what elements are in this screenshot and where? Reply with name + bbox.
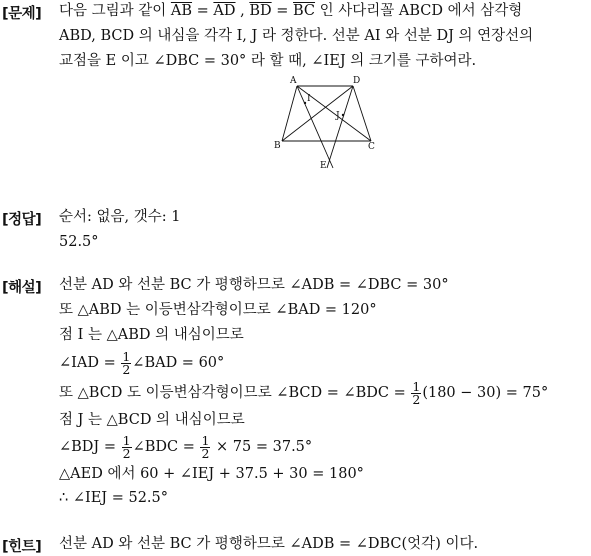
trapezoid-figure	[270, 72, 390, 177]
solution-line-1: 선분 AD 와 선분 BC 가 평행하므로 ∠ADB = ∠DBC = 30°	[59, 277, 449, 293]
fraction: $\frac{1}{2}$	[412, 378, 421, 407]
point-j	[342, 114, 344, 116]
problem-line-2: ABD, BCD 의 내심을 각각 I, J 라 정한다. 선분 AI 와 선분 DJ 의 연장선의	[59, 28, 534, 44]
solution-line-8: △AED 에서 60 + ∠IEJ + 37.5 + 30 = 180°	[59, 466, 364, 482]
answer-value: 52.5°	[59, 234, 99, 250]
segment-de	[327, 86, 353, 168]
solution-line-6: 점 J 는 △BCD 의 내심이므로	[59, 412, 245, 428]
answer-tag: [정답]	[2, 212, 42, 228]
segment-ae	[297, 86, 333, 168]
label-e: E	[320, 161, 327, 171]
answer-line-1: 순서: 없음, 갯수: 1	[59, 209, 181, 225]
label-c: C	[368, 142, 375, 152]
problem-tag: [문제]	[2, 6, 42, 22]
label-b: B	[274, 141, 281, 151]
solution-tag: [해설]	[2, 280, 42, 296]
point-i	[304, 102, 306, 104]
label-d: D	[353, 76, 361, 86]
solution-line-2: 또 △ABD 는 이등변삼각형이므로 ∠BAD = 120°	[59, 302, 377, 318]
solution-line-9: ∴ ∠IEJ = 52.5°	[59, 490, 169, 506]
segment-ab	[282, 86, 297, 141]
problem-line-1: 다음 그림과 같이 $\overline{AB} = \overline{AD}$ , $\overline{BD} = \overline{BC}$ 인 사다리꼴 ABCD 에서 삼각형	[59, 3, 523, 19]
hint-line-1: 선분 AD 와 선분 BC 가 평행하므로 ∠ADB = ∠DBC(엇각) 이다.	[59, 536, 479, 552]
segment-dc	[353, 86, 371, 141]
fraction: $\frac{1}{2}$	[201, 432, 210, 461]
solution-line-3: 점 I 는 △ABD 의 내심이므로	[59, 327, 244, 343]
solution-line-5: 또 △BCD 도 이등변삼각형이므로 ∠BCD = ∠BDC = $\frac{1}{2}$ (180 − 30) = 75°	[59, 378, 549, 407]
fraction: $\frac{1}{2}$	[122, 432, 131, 461]
fraction: $\frac{1}{2}$	[122, 348, 131, 377]
solution-line-7: ∠BDJ = $\frac{1}{2}$ ∠BDC = $\frac{1}{2}$ × 75 = 37.5°	[59, 432, 313, 461]
label-j: J	[336, 111, 340, 121]
hint-tag: [힌트]	[2, 539, 42, 555]
problem-line-3: 교점을 E 이고 ∠DBC = 30° 라 할 때, ∠IEJ 의 크기를 구하여라.	[59, 53, 477, 69]
label-a: A	[290, 76, 297, 86]
label-i: I	[307, 94, 311, 104]
solution-line-4: ∠IAD = $\frac{1}{2}$ ∠BAD = 60°	[59, 348, 225, 377]
